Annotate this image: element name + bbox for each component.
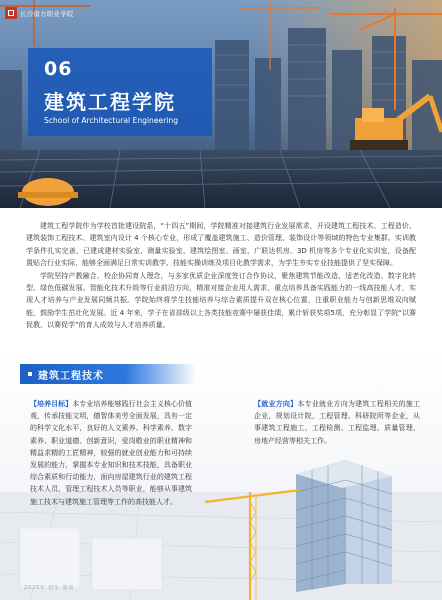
page-footer: 2025年 招生 简章: [24, 586, 75, 591]
school-logo: [5, 5, 117, 21]
career-direction-block: [254, 398, 420, 447]
logo-mark-icon: [5, 7, 17, 19]
section-heading: 建筑工程技术: [38, 370, 104, 382]
career-direction-text: 本专业就业方向为建筑工程相关的施工企业，规划设计院，工程管理、科研院所等企业，从事建筑工程施工、工程检测、工程监理、质量管理、房地产经营等相关工作。: [254, 400, 421, 445]
career-direction-label: 【就业方向】: [254, 400, 298, 408]
training-goal-block: [30, 398, 192, 508]
page-title: 建筑工程学院: [44, 90, 176, 114]
bullet-square-icon: [28, 372, 32, 376]
hero-banner: [0, 0, 442, 208]
program-section: [0, 352, 442, 600]
intro-paragraph: 建筑工程学院作为学校首批建设院系，“十四五”期间，学院精准对接建筑行业发展需求，开设建筑工程技术、工程造价、建筑装饰工程技术、建筑室内设计 4 个核心专业，形成了覆盖建筑施工、造价管理、装饰设计等领域的特色专业集群。实训教学条件扎实完善，已建成建材实验室、测量实验室、建筑绘图室、画室、广联达机房、3D 机房等多个专业化实训室，设备配置贴合行业实际，能够全面满足日常实训教学、技能实操训练及项目化教学需求，为学生夯实专业技能提供了坚实保障。: [26, 222, 416, 268]
intro-text: [26, 220, 416, 332]
page-title-english: School of Architectural Engineering: [44, 116, 179, 125]
training-goal-text: 本专业培养能够践行社会主义核心价值观，传承技能文明，德智体美劳全面发展，具有一定的科学文化水平，良好的人文素养、科学素养、数字素养、职业道德、创新意识，爱岗敬业的职业精神和精益求精的工匠精神，较强的就业创业能力和可持续发展的能力，掌握本专业知识和技术技能，具备职业综合素质和行动能力，面向房屋建筑行业的建筑工程技术人员、管理工程技术人员等职业，能够从事建筑施工技术与建筑施工管理等工作的高技能人才。: [30, 400, 193, 506]
section-heading-bar: [20, 364, 196, 384]
intro-paragraph: 学院坚持产教融合、校企协同育人理念，与多家优质企业深度签订合作协议，聚焦建筑节能改造、适老化改造、数字化转型、绿色低碳发展、智能化技术升级等行业前沿方向，精准对接企业用人需求，重点培养具备实践能力的一线高技能人才，实现人才培养与产业发展同频共振。学院始终将学生技能培养与综合素质提升双在核心位置，注重职业能力与创新思维双向赋能，鼓励学生茁壮化发展。近 4 年来，学子在省部级以上各类技能竞赛中屡获佳绩，累计斩获奖项5项，充分彰显了学院“以赛促教、以赛促学”的育人成效与人才培养质量。: [26, 271, 416, 330]
training-goal-label: 【培养目标】: [30, 400, 73, 408]
title-panel: [28, 48, 212, 136]
logo-text: 长沙南方职业学院: [20, 9, 74, 18]
section-number: 06: [44, 58, 73, 80]
